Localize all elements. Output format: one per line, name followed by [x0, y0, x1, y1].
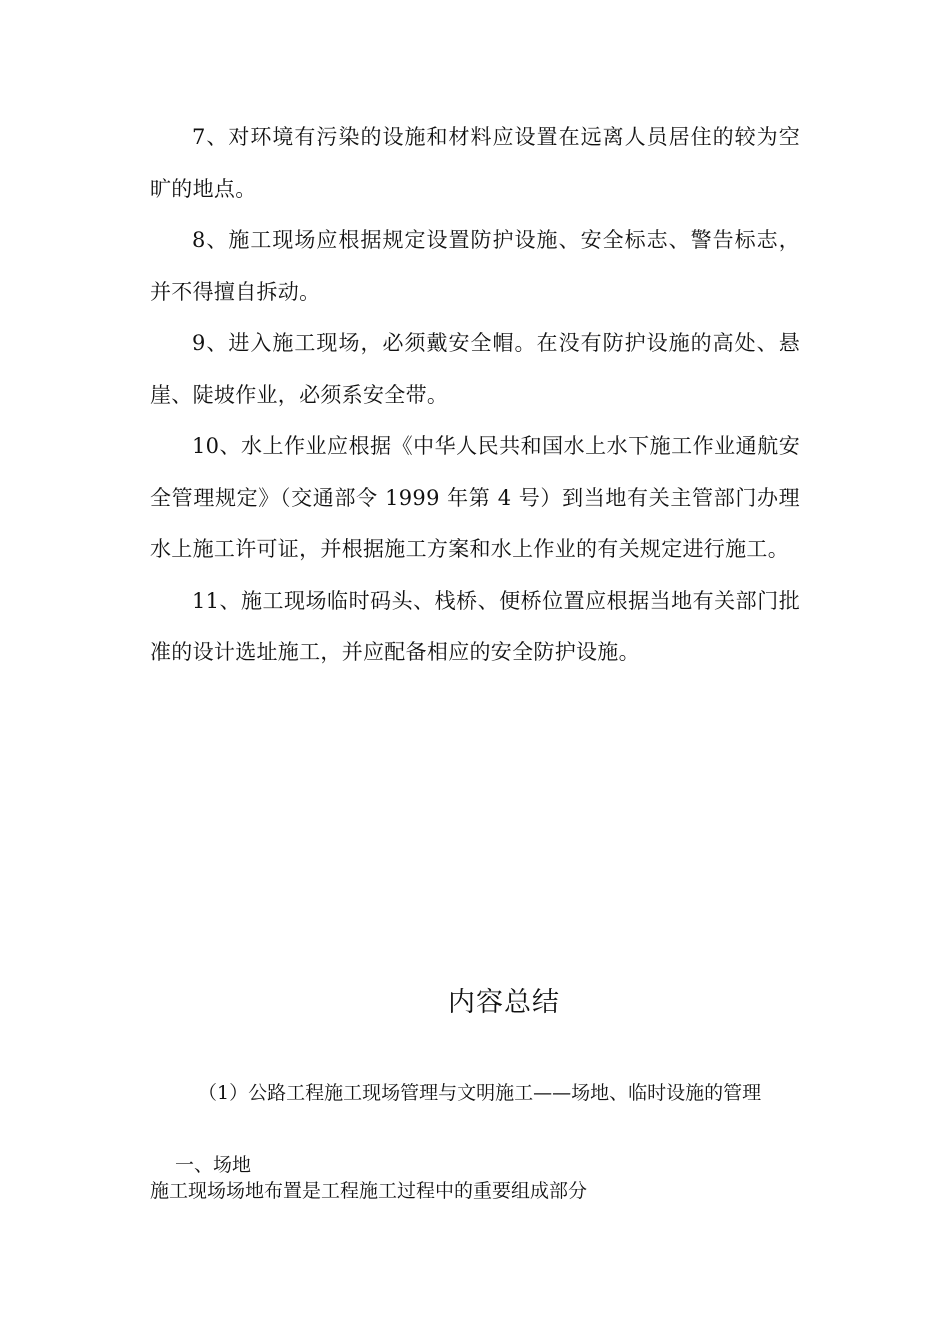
paragraph-8: 8、施工现场应根据规定设置防护设施、安全标志、警告标志，并不得擅自拆动。 — [150, 228, 800, 304]
section-text: 施工现场场地布置是工程施工过程中的重要组成部分 — [150, 1180, 588, 1202]
summary-title: 内容总结 — [448, 987, 560, 1018]
body-text — [150, 112, 800, 679]
summary-intro: （1）公路工程施工现场管理与文明施工——场地、临时设施的管理 — [198, 1082, 762, 1104]
paragraph-7: 7、对环境有污染的设施和材料应设置在远离人员居住的较为空旷的地点。 — [150, 125, 800, 201]
paragraph-10: 10、水上作业应根据《中华人民共和国水上水下施工作业通航安全管理规定》（交通部令 1999 年第 4 号）到当地有关主管部门办理水上施工许可证，并根据施工方案和水上作业的有关规定进行施工。 — [150, 434, 800, 561]
paragraph-9: 9、进入施工现场，必须戴安全帽。在没有防护设施的高处、悬崖、陡坡作业，必须系安全带。 — [150, 331, 800, 407]
section-heading: 一、场地 — [175, 1154, 252, 1176]
paragraph-11: 11、施工现场临时码头、栈桥、便桥位置应根据当地有关部门批准的设计选址施工，并应配备相应的安全防护设施。 — [150, 588, 800, 664]
